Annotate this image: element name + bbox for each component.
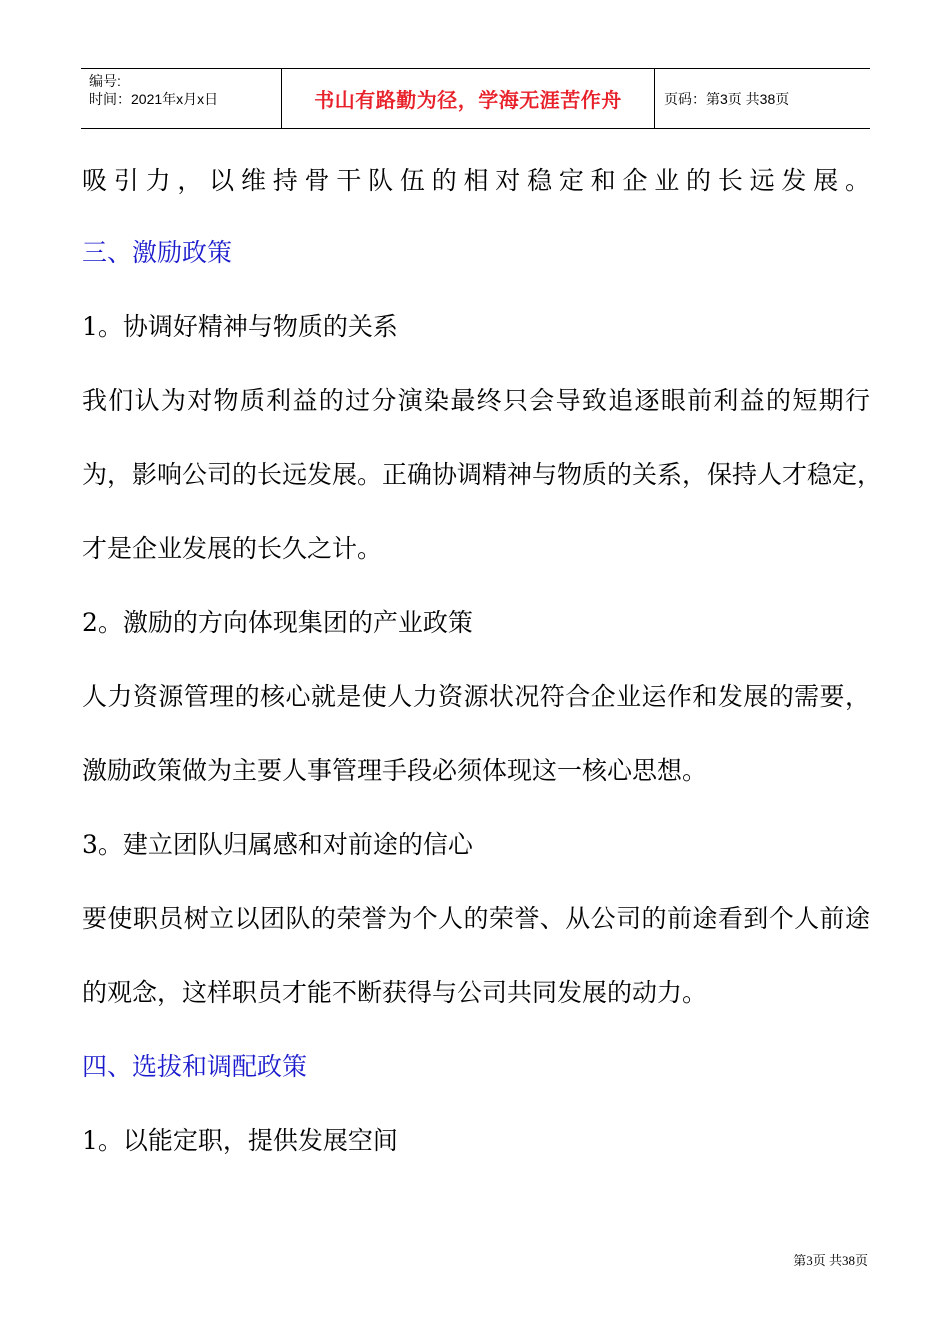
document-date: 时间：2021年x月x日 bbox=[89, 91, 219, 107]
subsection-heading: 2。激励的方向体现集团的产业政策 bbox=[82, 608, 473, 637]
section-heading-incentive-policy: 三、激励政策 bbox=[82, 238, 233, 267]
section-heading-selection-policy: 四、选拔和调配政策 bbox=[82, 1052, 308, 1081]
paragraph-line: 要使职员树立以团队的荣誉为个人的荣誉、从公司的前途看到个人前途 bbox=[82, 904, 870, 933]
header-motto-cell bbox=[282, 69, 655, 128]
header-motto: 书山有路勤为径，学海无涯苦作舟 bbox=[314, 88, 622, 112]
paragraph-line: 为，影响公司的长远发展。正确协调精神与物质的关系，保持人才稳定， bbox=[82, 460, 883, 489]
page-header bbox=[81, 68, 870, 129]
page-footer: 第3页 共38页 bbox=[793, 1253, 868, 1268]
paragraph-line: 激励政策做为主要人事管理手段必须体现这一核心思想。 bbox=[82, 756, 708, 785]
subsection-heading: 1。以能定职，提供发展空间 bbox=[82, 1126, 398, 1155]
header-meta bbox=[81, 69, 282, 128]
subsection-heading: 3。建立团队归属感和对前途的信心 bbox=[82, 830, 473, 859]
paragraph-line: 才是企业发展的长久之计。 bbox=[82, 534, 383, 563]
paragraph-line: 我们认为对物质利益的过分演染最终只会导致追逐眼前利益的短期行 bbox=[82, 386, 870, 415]
document-number-label: 编号: bbox=[89, 73, 121, 89]
header-page-cell bbox=[655, 69, 870, 128]
paragraph-line: 的观念，这样职员才能不断获得与公司共同发展的动力。 bbox=[82, 978, 708, 1007]
paragraph-line: 吸引力，以维持骨干队伍的相对稳定和企业的长远发展。 bbox=[82, 166, 870, 195]
header-page-info: 页码：第3页 共38页 bbox=[664, 90, 790, 107]
paragraph-line: 人力资源管理的核心就是使人力资源状况符合企业运作和发展的需要， bbox=[82, 682, 870, 711]
subsection-heading: 1。协调好精神与物质的关系 bbox=[82, 312, 398, 341]
